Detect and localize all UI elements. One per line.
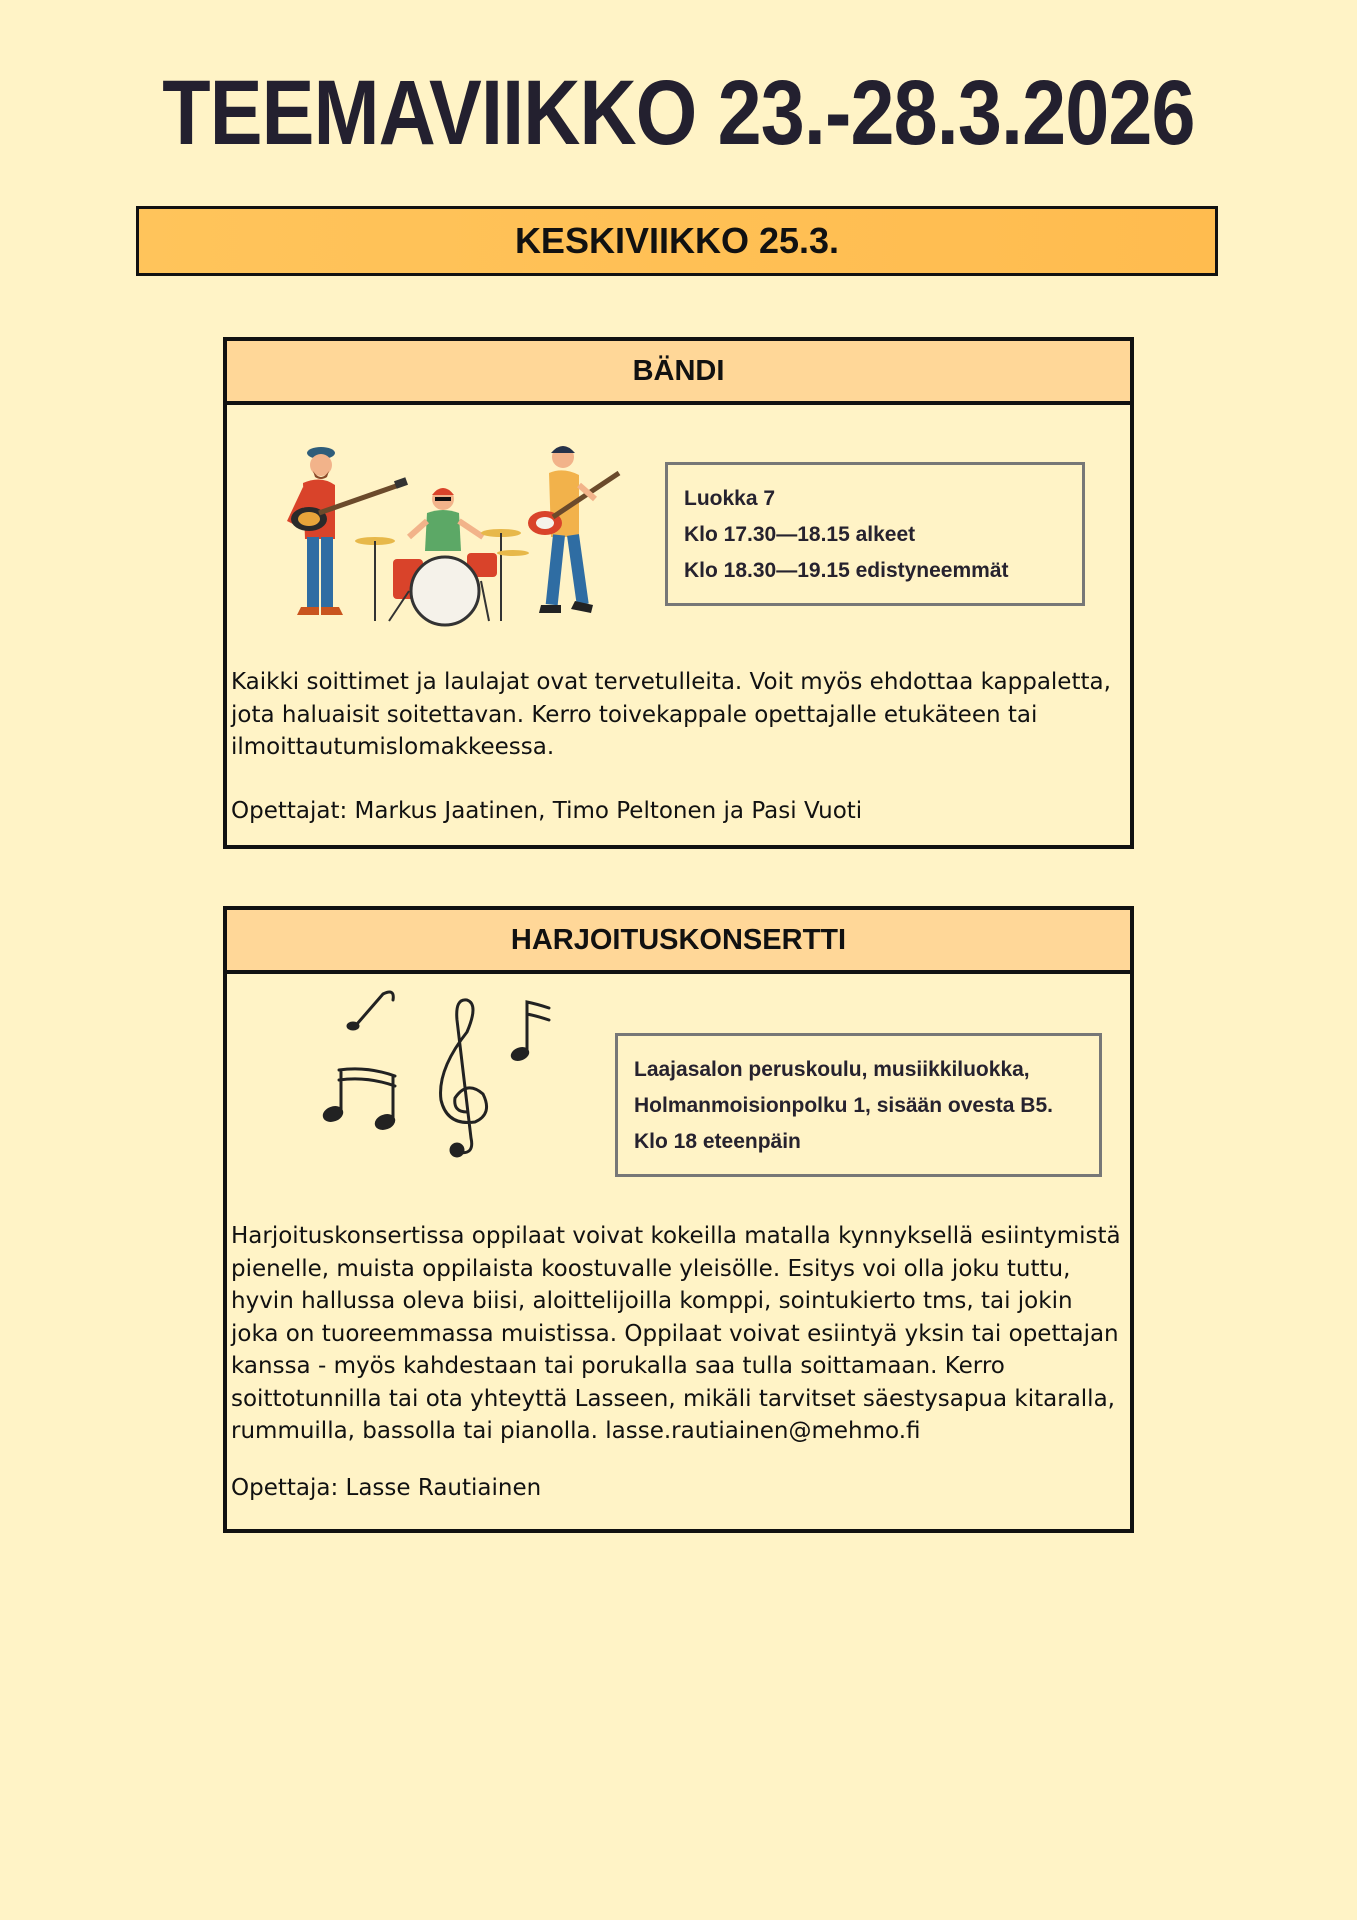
concert-info-box	[615, 1033, 1102, 1177]
concert-description: Harjoituskonsertissa oppilaat voivat kokeilla matalla kynnyksellä esiintymistä pienelle, muista oppilaista koostuvalle yleisölle. Esitys voi olla joku tuttu, hyvin hallussa oleva biisi, aloittelijoilla komppi, sointukierto tms, tai jokin joka on tuoreemmassa muistissa. Oppilaat voivat esiintyä yksin tai opettajan kanssa - myös kahdestaan tai porukalla saa tulla soittamaan. Kerro soittotunnilla tai ota yhteyttä Lasseen, mikäli tarvitset säestysapua kitaralla, rummuilla, bassolla tai pianolla. lasse.rautiainen@mehmo.fi	[231, 1223, 1121, 1444]
concert-card-heading: HARJOITUSKONSERTTI	[227, 910, 1130, 974]
guitarist-left-figure	[287, 447, 408, 615]
music-notes-illustration	[317, 980, 577, 1170]
band-beginner-time: Klo 17.30—18.15 alkeet	[684, 523, 916, 546]
band-card-heading: BÄNDI	[227, 341, 1130, 405]
concert-location: Laajasalon peruskoulu, musiikkiluokka,	[634, 1058, 1030, 1081]
day-banner: KESKIVIIKKO 25.3.	[136, 206, 1218, 276]
treble-clef-icon	[441, 1000, 487, 1153]
band-teachers: Opettajat: Markus Jaatinen, Timo Peltonen ja Pasi Vuoti	[231, 798, 863, 824]
drummer-figure	[355, 488, 529, 625]
beamed-notes-icon	[339, 1069, 395, 1120]
page-title: TEEMAVIIKKO 23.-28.3.2026	[162, 62, 1195, 164]
band-info-box	[665, 462, 1085, 606]
concert-card	[223, 906, 1134, 1533]
sixteenth-note-icon	[527, 1002, 549, 1052]
band-card	[223, 337, 1134, 849]
band-illustration	[269, 441, 629, 661]
band-description: Kaikki soittimet ja laulajat ovat tervetulleita. Voit myös ehdottaa kappaletta, jota haluaisit soitettavan. Kerro toivekappale opettajalle etukäteen tai ilmoittautumislomakkeessa.	[231, 669, 1111, 760]
concert-address: Holmanmoisionpolku 1, sisään ovesta B5.	[634, 1094, 1053, 1117]
concert-time: Klo 18 eteenpäin	[634, 1130, 801, 1153]
band-class-info: Luokka 7	[684, 487, 776, 510]
guitarist-right-figure	[528, 446, 619, 613]
concert-teacher: Opettaja: Lasse Rautiainen	[231, 1475, 542, 1501]
eighth-note-icon	[357, 992, 393, 1024]
band-advanced-time: Klo 18.30—19.15 edistyneemmät	[684, 559, 1009, 582]
